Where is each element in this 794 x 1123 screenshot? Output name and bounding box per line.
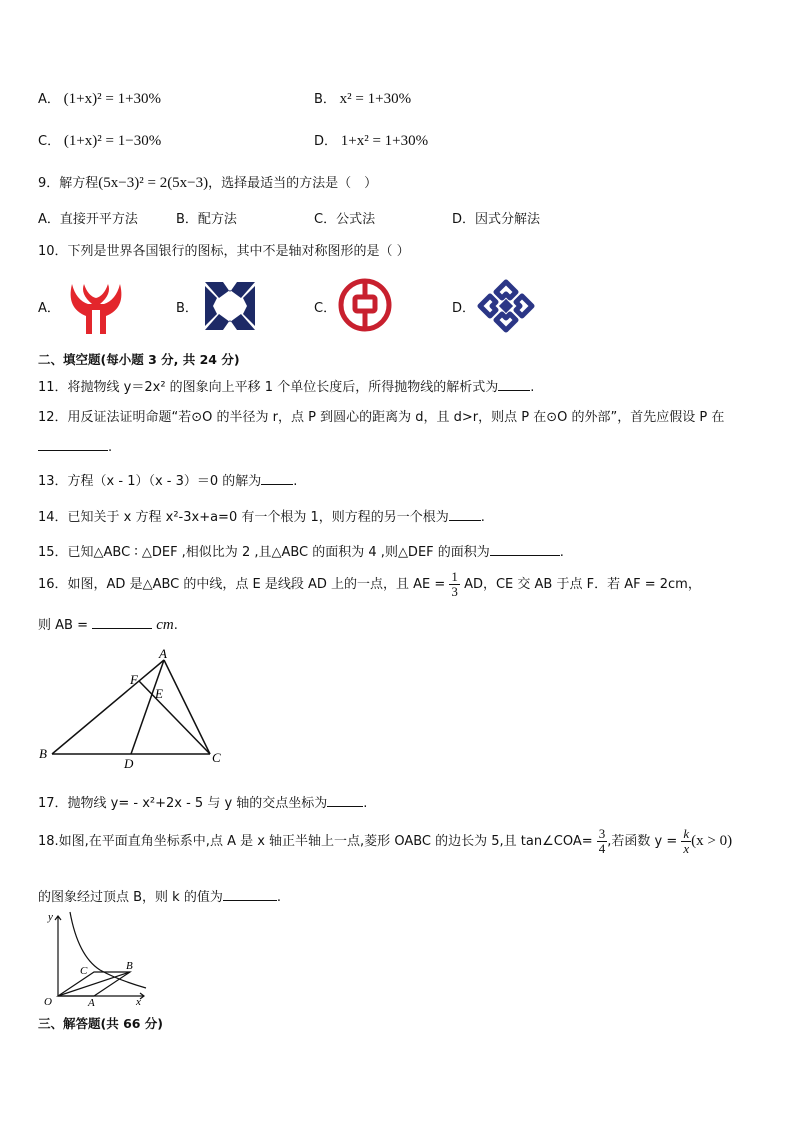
q8-option-d-label: D． — [314, 134, 338, 149]
q18-k-den: x — [683, 841, 690, 856]
q8-option-b-expr: x² = 1+30% — [339, 91, 412, 107]
q11-blank — [498, 378, 530, 391]
q18-blank — [223, 888, 277, 901]
q8-option-a — [38, 88, 161, 108]
q18-k-num: k — [683, 826, 690, 841]
logo-d-right — [516, 296, 532, 316]
q17-blank — [327, 794, 363, 807]
q16 — [38, 570, 701, 599]
q10-stem: 10．下列是世界各国银行的图标，其中不是轴对称图形的是（ ） — [38, 244, 410, 259]
q11-text: 11．将抛物线 y＝2x² 的图象向上平移 1 个单位长度后，所得抛物线的解析式为 — [38, 380, 499, 395]
q10-label-c: C． — [314, 301, 337, 316]
q16-text-a: 16．如图，AD 是△ABC 的中线，点 E 是线段 AD 上的一点，且 AE = — [38, 577, 446, 592]
q17 — [38, 792, 367, 811]
fig18-label-y: y — [48, 911, 53, 923]
q15-text: 15．已知△ABC ∶ △DEF ,相似比为 2 ,且△ABC 的面积为 4 ,则△DEF 的面积为 — [38, 545, 490, 560]
logo-d-center — [499, 299, 513, 313]
q18-text-b: ,若函数 y = — [607, 834, 678, 849]
q16-unit: cm — [156, 617, 174, 633]
label-d: D — [124, 756, 134, 771]
q12: 12．用反证法证明命题“若⊙O 的半径为 r，点 P 到圆心的距离为 d，且 d>r，则点 P 在⊙O 的外部”，首先应假设 P 在 — [38, 410, 725, 425]
q18 — [38, 826, 732, 857]
logo-c-square — [355, 297, 375, 311]
q18-frac-den: 4 — [598, 841, 606, 856]
q8-option-b — [314, 88, 411, 108]
q8-option-d — [314, 130, 428, 150]
triangle-figure — [36, 646, 236, 774]
q16-text-b: AD，CE 交 AB 于点 F．若 AF = 2cm， — [464, 577, 701, 592]
fig18-label-o: O — [44, 996, 52, 1008]
q17-text: 17．抛物线 y= - x²+2x - 5 与 y 轴的交点坐标为 — [38, 796, 328, 811]
q16-period: . — [173, 618, 178, 633]
q9-option-b: B．配方法 — [176, 212, 237, 227]
logo-a-icon — [64, 280, 128, 336]
q18-text-d: 的图象经过顶点 B，则 k 的值为 — [38, 890, 223, 905]
fig18-label-x: x — [136, 996, 141, 1008]
q17-period: . — [363, 796, 368, 811]
q16-text-c: 则 AB = — [38, 618, 88, 633]
q9-stem-text: 9．解方程 — [38, 176, 99, 191]
q16-line2 — [38, 614, 178, 634]
q8-option-d-expr: 1+x² = 1+30% — [340, 133, 429, 149]
q9-option-a: A．直接开平方法 — [38, 212, 138, 227]
q14-text: 14．已知关于 x 方程 x²-3x+a=0 有一个根为 1，则方程的另一个根为 — [38, 510, 449, 525]
logo-c-bottom-bar — [363, 311, 368, 327]
q14 — [38, 506, 485, 525]
q14-period: . — [480, 510, 485, 525]
logo-d-icon — [476, 278, 536, 334]
logo-d-top — [496, 282, 516, 298]
q9-equation: (5x−3)² = 2(5x−3) — [98, 175, 209, 191]
coordinate-figure — [36, 908, 156, 1008]
q9-option-c: C．公式法 — [314, 212, 376, 227]
q13-period: . — [293, 474, 298, 489]
segment-cf — [139, 681, 210, 754]
q8-option-c-expr: (1+x)² = 1−30% — [63, 133, 162, 149]
q13-text: 13．方程（x - 1）（x - 3）＝0 的解为 — [38, 474, 262, 489]
label-f: F — [130, 672, 138, 687]
q18-frac-num: 3 — [598, 826, 606, 841]
logo-c-icon — [337, 277, 393, 333]
q14-blank — [449, 508, 481, 521]
diagonal-ob — [58, 972, 130, 996]
q16-blank — [92, 616, 152, 629]
section-2-heading: 二、填空题(每小题 3 分, 共 24 分) — [38, 352, 240, 367]
q18-domain: (x > 0) — [691, 833, 733, 849]
q9-stem — [38, 172, 377, 192]
q9-stem-tail: ，选择最适当的方法是（ ） — [208, 176, 378, 191]
logo-d-bottom — [496, 314, 516, 330]
q16-fraction — [449, 570, 460, 599]
fig18-label-a: A — [88, 997, 95, 1008]
q15-period: . — [559, 545, 564, 560]
q12-blank — [38, 438, 108, 451]
q12-line2 — [38, 438, 112, 455]
q18-text-a: 18.如图,在平面直角坐标系中,点 A 是 x 轴正半轴上一点,菱形 OABC 的边长为 5,且 tan∠COA= — [38, 834, 593, 849]
q10-label-d: D． — [452, 301, 476, 316]
label-e: E — [155, 686, 163, 701]
q8-option-a-label: A． — [38, 92, 60, 107]
q15-blank — [490, 543, 560, 556]
label-b: B — [39, 746, 47, 761]
label-a: A — [159, 646, 167, 661]
q8-option-c-label: C． — [38, 134, 61, 149]
q16-frac-num: 1 — [451, 569, 458, 584]
q15 — [38, 541, 564, 560]
fig18-label-b: B — [126, 960, 133, 972]
fig18-label-c: C — [80, 965, 88, 977]
logo-c-top-bar — [363, 283, 368, 297]
q9-option-d: D．因式分解法 — [452, 212, 541, 227]
q16-frac-den: 3 — [451, 584, 458, 599]
q11 — [38, 376, 534, 395]
q12-period: . — [108, 440, 113, 455]
q8-option-a-expr: (1+x)² = 1+30% — [63, 91, 162, 107]
q13 — [38, 470, 297, 489]
q18-k-fraction — [681, 827, 691, 856]
q18-tan-fraction — [597, 827, 608, 856]
logo-b-icon — [203, 280, 257, 332]
q18-period: . — [276, 890, 281, 905]
q8-option-c — [38, 130, 161, 150]
logo-a-gap — [92, 310, 100, 334]
q13-blank — [261, 472, 293, 485]
q8-option-b-label: B． — [314, 92, 336, 107]
label-c: C — [212, 750, 221, 765]
q11-period: . — [530, 380, 535, 395]
q10-label-b: B． — [176, 301, 198, 316]
logo-d-left — [480, 296, 496, 316]
side-ac — [164, 660, 210, 754]
q10-label-a: A． — [38, 301, 60, 316]
section-3-heading: 三、解答题(共 66 分) — [38, 1016, 164, 1031]
q18-line2 — [38, 886, 281, 905]
